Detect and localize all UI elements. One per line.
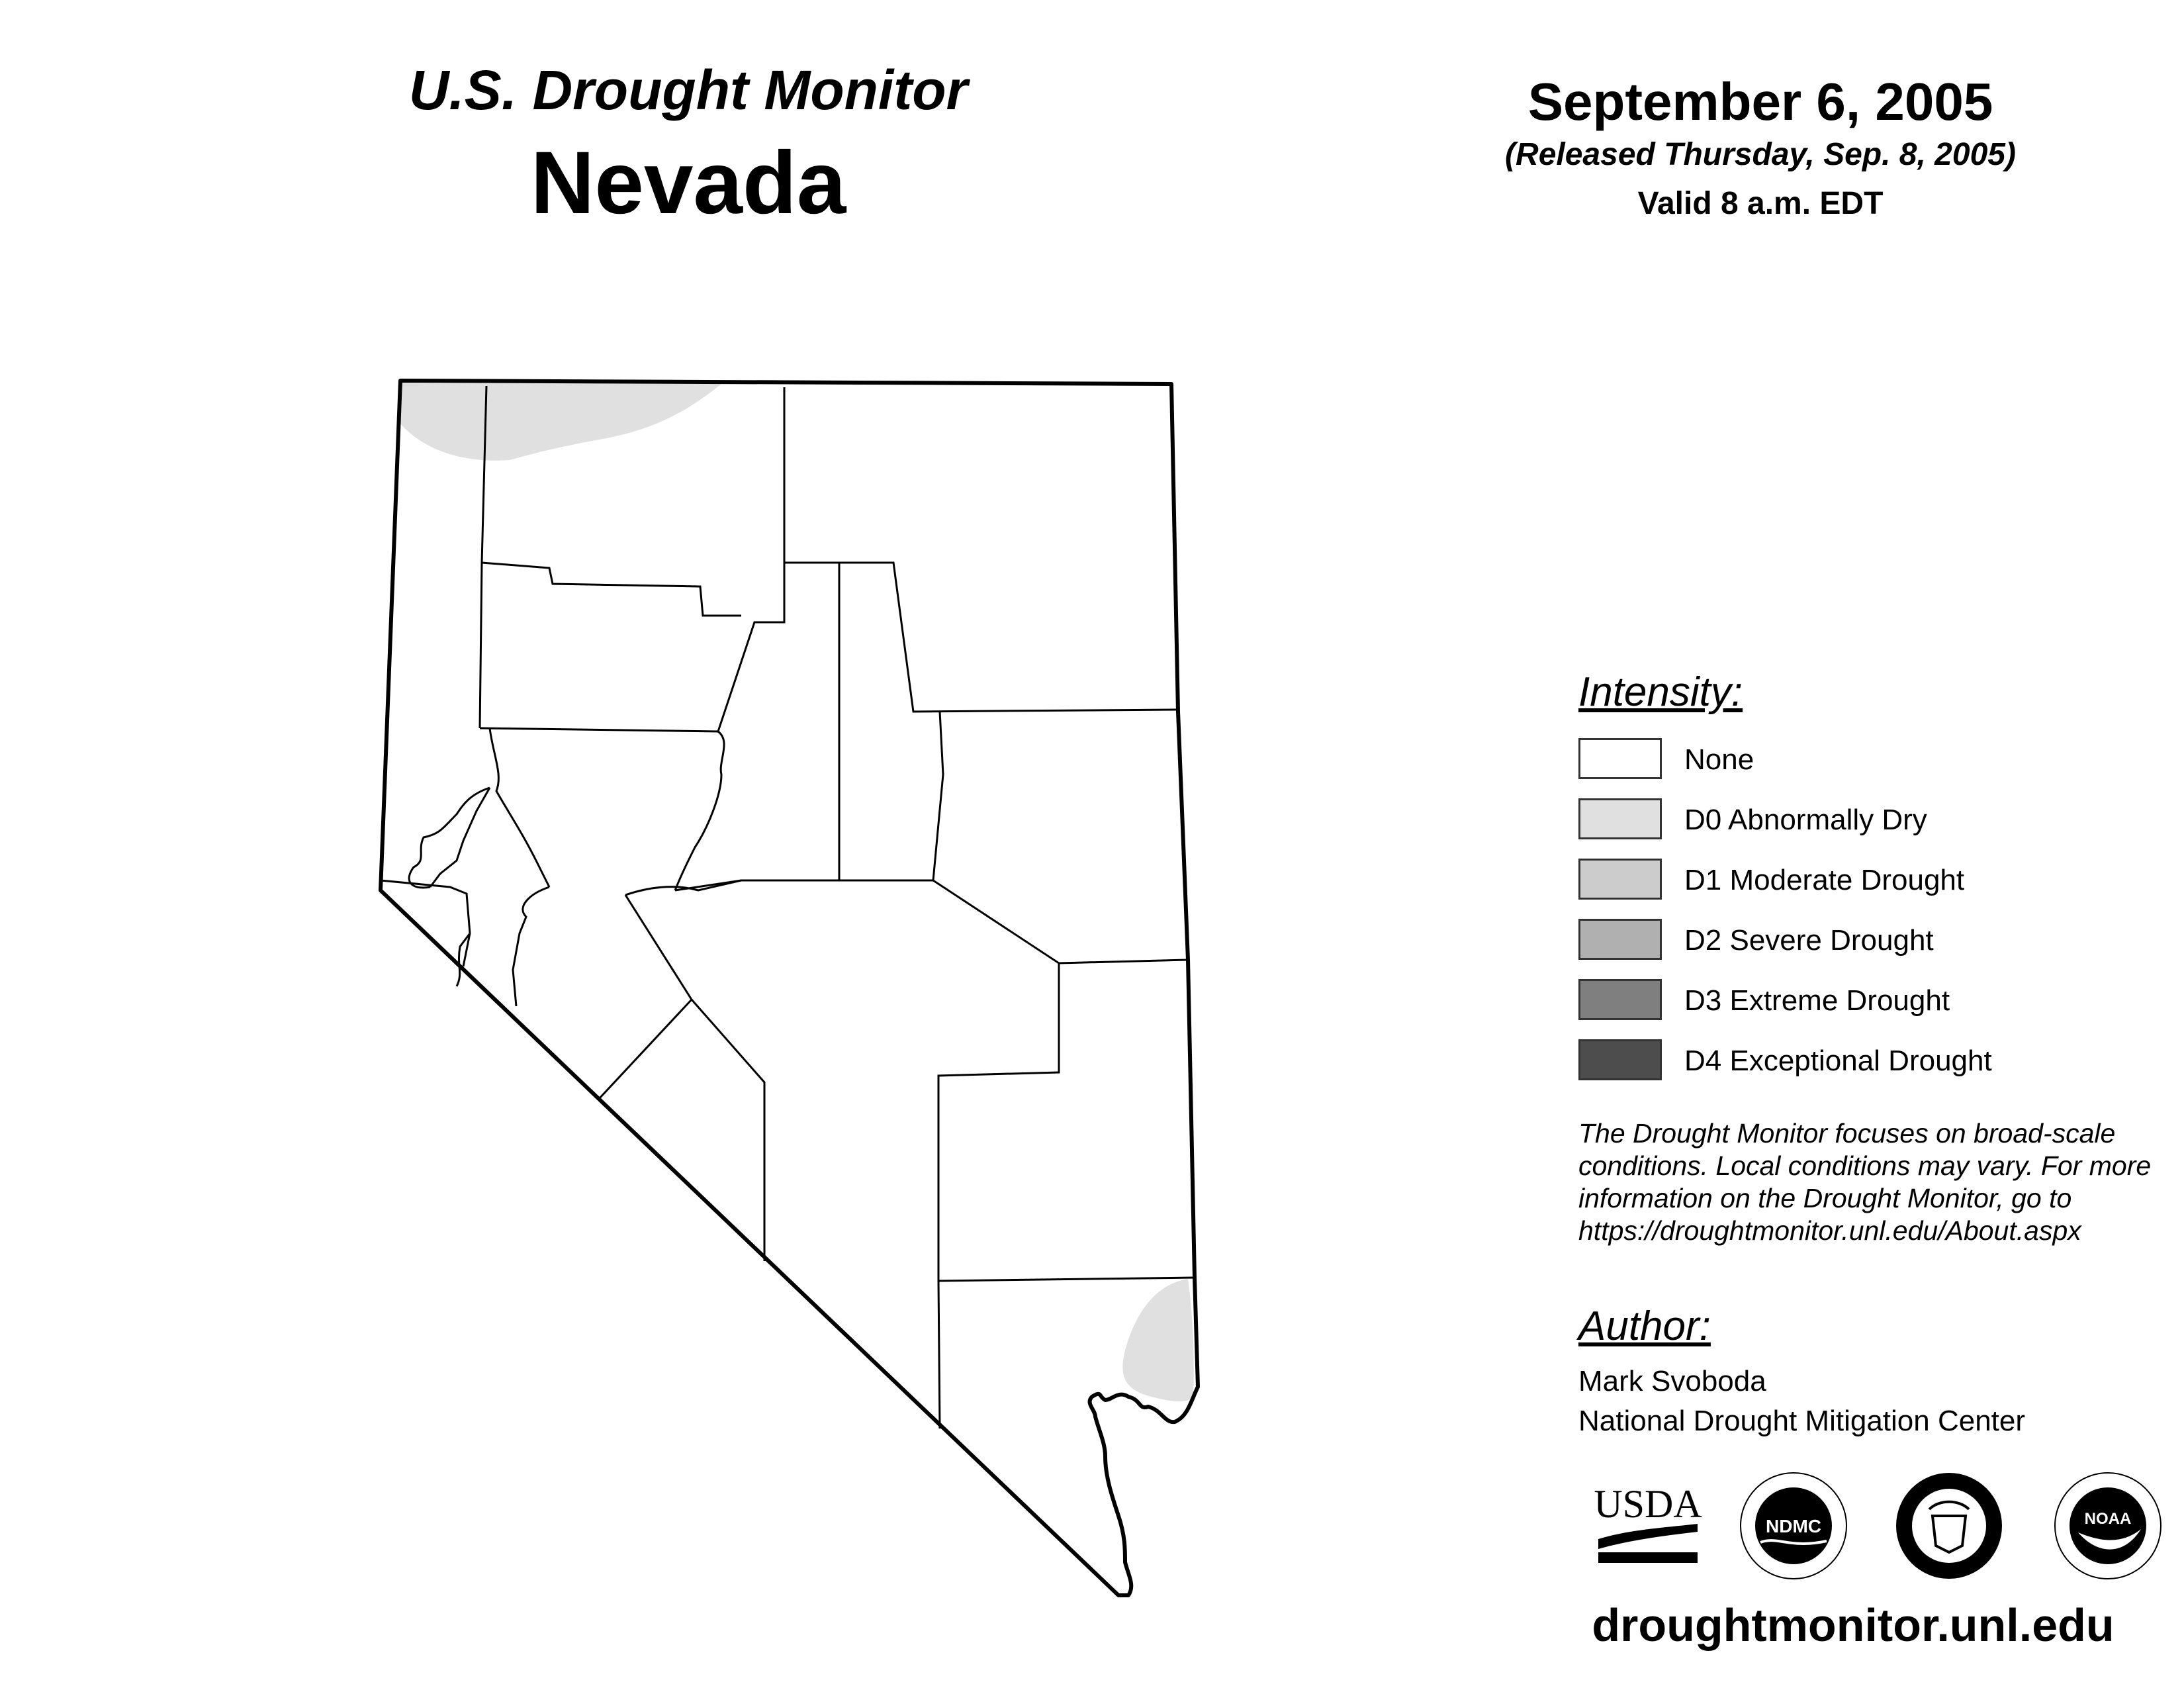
legend-item-d0 bbox=[1578, 798, 2148, 842]
legend-label: None bbox=[1684, 743, 1754, 776]
county-boundaries bbox=[381, 386, 1195, 1429]
legend-label: D1 Moderate Drought bbox=[1684, 864, 1965, 896]
legend-item-d3 bbox=[1578, 979, 2148, 1023]
noaa-logo-text: NOAA bbox=[2084, 1510, 2132, 1528]
release-date: (Released Thursday, Sep. 8, 2005) bbox=[1505, 137, 2016, 172]
d0-area-southeast bbox=[1122, 1279, 1193, 1401]
disclaimer-note: The Drought Monitor focuses on broad-scale conditions. Local conditions may vary. For more information on the Drought Monitor, go to https://droughtmonitor.unl.edu/About.aspx bbox=[1578, 1118, 2152, 1246]
author-title: Author: bbox=[1578, 1303, 1711, 1349]
legend-item-none bbox=[1578, 738, 2148, 782]
legend-swatch bbox=[1578, 798, 1662, 839]
usda-logo[interactable] bbox=[1592, 1476, 1704, 1569]
legend-item-d2 bbox=[1578, 919, 2148, 962]
legend-item-d4 bbox=[1578, 1039, 2148, 1083]
d0-area-northwest bbox=[400, 379, 721, 461]
legend-swatch bbox=[1578, 919, 1662, 960]
legend-swatch bbox=[1578, 738, 1662, 779]
legend-label: D2 Severe Drought bbox=[1684, 924, 1934, 957]
ndmc-logo[interactable] bbox=[1737, 1470, 1850, 1582]
state-title: Nevada bbox=[530, 134, 846, 232]
ndmc-logo-text: NDMC bbox=[1766, 1516, 1821, 1536]
product-title: U.S. Drought Monitor bbox=[408, 59, 968, 121]
valid-time: Valid 8 a.m. EDT bbox=[1637, 186, 1884, 221]
legend-swatch bbox=[1578, 1039, 1662, 1080]
legend-title: Intensity: bbox=[1578, 669, 1743, 715]
map-date: September 6, 2005 bbox=[1527, 72, 1993, 131]
legend-swatch bbox=[1578, 979, 1662, 1020]
noaa-logo[interactable] bbox=[2052, 1470, 2164, 1582]
author-org: National Drought Mitigation Center bbox=[1578, 1405, 2026, 1437]
author-name: Mark Svoboda bbox=[1578, 1365, 1766, 1397]
legend-label: D3 Extreme Drought bbox=[1684, 984, 1950, 1017]
legend-swatch bbox=[1578, 859, 1662, 900]
usda-logo-text: USDA bbox=[1594, 1482, 1702, 1526]
drought-monitor-link[interactable]: droughtmonitor.unl.edu bbox=[1592, 1599, 2115, 1651]
legend-label: D0 Abnormally Dry bbox=[1684, 804, 1927, 836]
legend-label: D4 Exceptional Drought bbox=[1684, 1045, 1992, 1077]
legend-item-d1 bbox=[1578, 859, 2148, 902]
department-of-commerce-seal-icon[interactable] bbox=[1893, 1470, 2005, 1582]
